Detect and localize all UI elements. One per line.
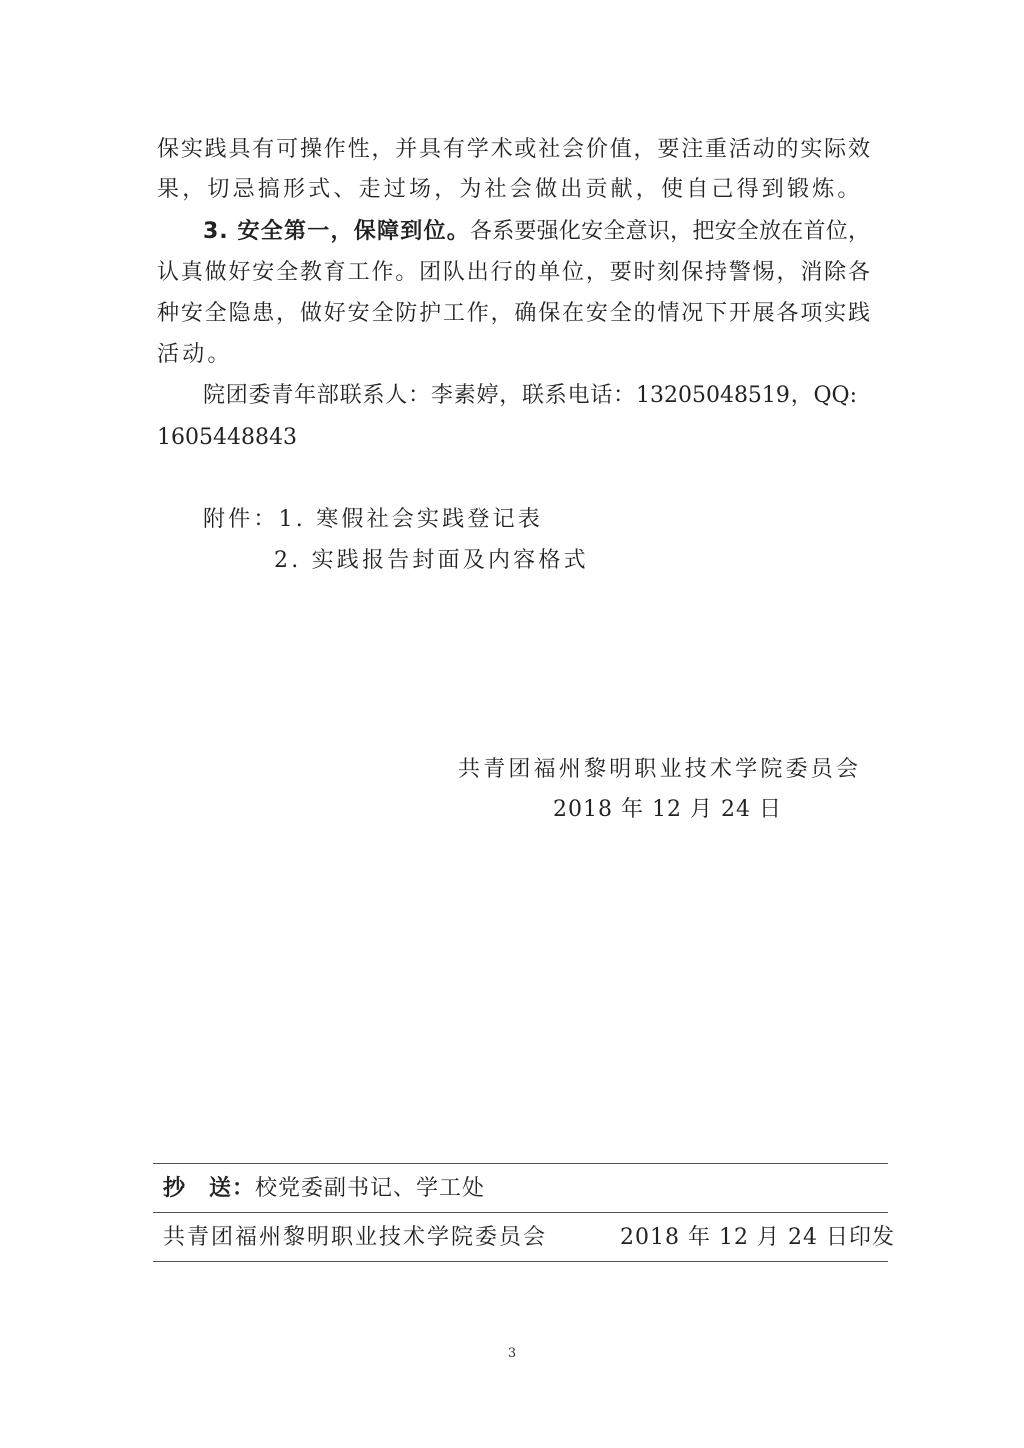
issuer: 共青团福州黎明职业技术学院委员会 (163, 1225, 548, 1250)
attachment-item-2: 2. 实践报告封面及内容格式 (274, 548, 589, 573)
body-line: 保实践具有可操作性，并具有学术或社会价值，要注重活动的实际效 (157, 137, 870, 162)
cc-label: 抄 送： (163, 1176, 256, 1201)
cc-line (163, 1174, 485, 1204)
section-3-line (203, 217, 870, 247)
section-3-heading: 3. 安全第一，保障到位。 (203, 219, 470, 244)
body-line: 认真做好安全教育工作。团队出行的单位，要时刻保持警惕，消除各 (157, 260, 870, 285)
print-date: 2018 年 12 月 24 日印发 (620, 1225, 895, 1250)
body-line: 种安全隐患，做好安全防护工作，确保在安全的情况下开展各项实践 (157, 301, 870, 326)
attachments-label: 附件： (203, 507, 279, 532)
signature-org: 共青团福州黎明职业技术学院委员会 (458, 757, 862, 782)
cc-recipients: 校党委副书记、学工处 (255, 1176, 486, 1201)
page-number: 3 (507, 1346, 517, 1361)
contact-line: 院团委青年部联系人：李素婷，联系电话：13205048519，QQ: (203, 383, 857, 408)
contact-qq-number: 1605448843 (157, 425, 297, 450)
footer-middle-rule (153, 1212, 888, 1213)
body-line: 活动。 (157, 342, 233, 367)
attachment-item-1: 1. 寒假社会实践登记表 (278, 507, 543, 532)
section-3-text: 各系要强化安全意识，把安全放在首位， (469, 219, 870, 244)
footer-bottom-rule (153, 1261, 888, 1262)
signature-date: 2018 年 12 月 24 日 (553, 797, 782, 822)
attachments-block (203, 505, 543, 535)
footer-top-rule (153, 1163, 888, 1164)
body-line: 果，切忌搞形式、走过场，为社会做出贡献，使自己得到锻炼。 (157, 177, 863, 202)
